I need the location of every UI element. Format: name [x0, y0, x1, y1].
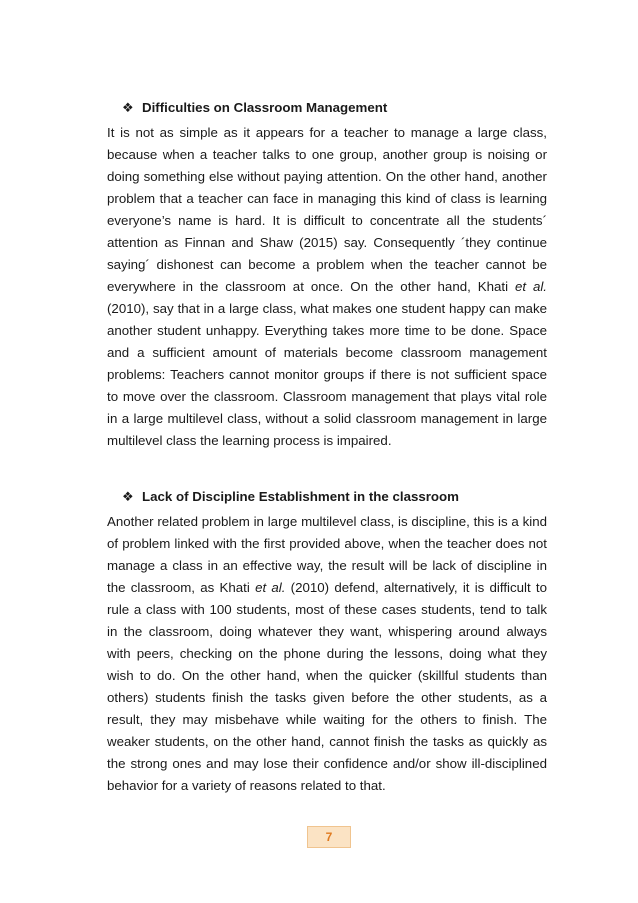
- paragraph-text: Another related problem in large multilevel class, is discipline, this is a kind of problem linked with the first provided above, when the teacher does not manage a class in an effective way, the result will be lack of discipline in the classroom, as Khati: [107, 514, 547, 595]
- paragraph-text: (2010) defend, alternatively, it is difficult to rule a class with 100 students, most of these cases students, tend to talk in the classroom, doing whatever they want, whispering around always with peers, checking on the phone during the lessons, doing what they wish to do. On the other hand, when the quicker (skillful students than others) students finish the tasks given before the other students, as a result, they may misbehave while waiting for the others to finish. The weaker students, on the other hand, cannot finish the tasks as quickly as the strong ones and may lose their confidence and/or show ill-disciplined behavior for a variety of reasons related to that.: [107, 580, 548, 793]
- diamond-bullet-icon: ❖: [122, 489, 134, 504]
- paragraph-italic-text: et al.: [514, 279, 548, 294]
- paragraph-text: (2010), say that in a large class, what makes one student happy can make another student unhappy. Everything takes more time to be done. Space and a sufficient amount of materials become classroom management problems: Teachers cannot monitor groups if there is not sufficient space to move over the classroom. Classroom management that plays vital role in a large multilevel class, without a solid classroom management in large multilevel class the learning process is impaired.: [107, 301, 547, 448]
- section-heading-text: Difficulties on Classroom Management: [142, 100, 388, 115]
- paragraph-italic-text: et al.: [255, 580, 286, 595]
- diamond-bullet-icon: ❖: [122, 100, 134, 115]
- paragraph-text: It is not as simple as it appears for a teacher to manage a large class, because when a teacher talks to one group, another group is noising or doing something else without paying attention. On the other hand, another problem that a teacher can face in managing this kind of class is learning everyone’s name is hard. It is difficult to concentrate all the students´ attention as Finnan and Shaw (2015) say. Consequently ´they continue saying´ dishonest can become a problem when the teacher cannot be everywhere in the classroom at once. On the other hand, Khati: [107, 125, 547, 294]
- section-paragraph: [107, 122, 547, 452]
- page-number: 7: [307, 826, 351, 848]
- section-heading-text: Lack of Discipline Establishment in the classroom: [142, 489, 459, 504]
- section-paragraph: [107, 511, 547, 797]
- section-heading: [107, 487, 547, 507]
- section-classroom-management: [107, 98, 547, 452]
- section-heading: [107, 98, 547, 118]
- section-lack-of-discipline: [107, 487, 547, 797]
